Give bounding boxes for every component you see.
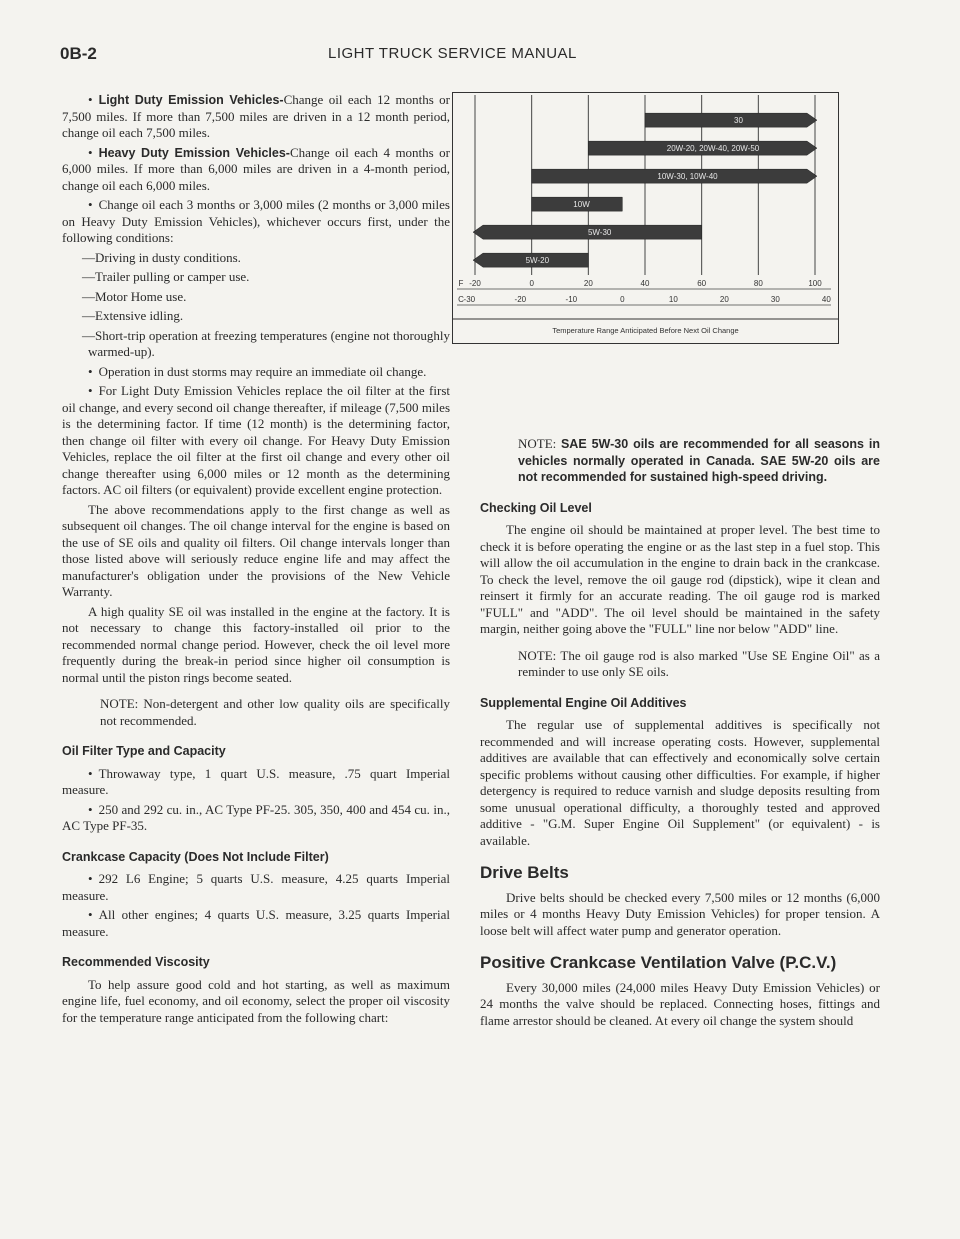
- crankcase-item: • 292 L6 Engine; 5 quarts U.S. measure, 4.25 quarts Imperial measure.: [62, 871, 450, 904]
- f-tick-label: 80: [753, 279, 763, 288]
- condition-item: —Extensive idling.: [82, 308, 184, 323]
- c-tick-label: -20: [514, 295, 527, 304]
- f-tick-label: 40: [640, 279, 650, 288]
- condition-item: —Trailer pulling or camper use.: [82, 269, 250, 284]
- note-canada: NOTE: SAE 5W-30 oils are recommended for all seasons in vehicles normally operated in Canada. SAE 5W-20 oils are not recommended for sustained high-speed driving.: [518, 436, 880, 484]
- right-column: [480, 436, 880, 1032]
- bar-label: 10W: [573, 200, 590, 210]
- heading-pcv: Positive Crankcase Ventilation Valve (P.C.V.): [480, 953, 837, 972]
- note-gauge-rod: NOTE: The oil gauge rod is also marked "Use SE Engine Oil" as a reminder to use only SE oils.: [518, 647, 880, 679]
- f-tick-label: 20: [583, 279, 593, 288]
- condition-item: —Driving in dusty conditions.: [82, 249, 241, 265]
- conditions-intro: • Change oil each 3 months or 3,000 miles (2 months or 3,000 miles on Heavy Duty Emission Vehicles), whichever occurs first, under the following conditions:: [62, 197, 450, 247]
- bar-label: 30: [734, 116, 743, 126]
- page-number: 0B-2: [60, 44, 97, 63]
- x-axis-label: Temperature Range Anticipated Before Next Oil Change: [552, 326, 739, 335]
- viscosity-chart: [452, 92, 839, 344]
- f-tick-label: -20: [469, 279, 481, 288]
- c-tick-label: C: [458, 295, 464, 304]
- additives-paragraph: The regular use of supplemental additives is specifically not recommended and will increase operating costs. However, supplemental additives are available that can effectively and economically solve certain specific problems without causing other difficulties. For example, if higher detergency is required to reduce varnish and sludge deposits resulting from some unusual operational difficulty, a thoroughly tested and approved additive - "G.M. Super Engine Oil Supplement" (or equivalent) - is available.: [480, 717, 880, 848]
- heading-drive-belts: Drive Belts: [480, 863, 569, 882]
- pcv-paragraph: Every 30,000 miles (24,000 miles Heavy Duty Emission Vehicles) or 24 months the valve should be replaced. Connecting hoses, fittings and flame arrestor should be cleaned. At every oil change the system should: [480, 979, 880, 1028]
- dust-storm-paragraph: • Operation in dust storms may require an immediate oil change.: [62, 364, 450, 381]
- viscosity-paragraph: To help assure good cold and hot starting, as well as maximum engine life, fuel economy, and oil economy, select the proper oil viscosity for the temperature range anticipated from the following chart:: [62, 976, 450, 1025]
- viscosity-bar: [645, 113, 817, 127]
- filter-item: • 250 and 292 cu. in., AC Type PF-25. 305, 350, 400 and 454 cu. in., AC Type PF-35.: [62, 802, 450, 835]
- page-header: [60, 44, 900, 68]
- oil-filter-paragraph: • For Light Duty Emission Vehicles replace the oil filter at the first oil change, and every second oil change thereafter, if mileage (7,500 miles is the determining factor. If time (12 month) is the determining factor, then change oil filter with every oil change. For Heavy Duty Emission Vehicles, replace the oil filter at the first oil change and every other oil change thereafter using 6,000 miles or 12 month as the determining factors. AC oil filters (or equivalent) provide excellent engine protection.: [62, 383, 450, 499]
- factory-oil-paragraph: A high quality SE oil was installed in the engine at the factory. It is not necessary to change this factory-installed oil prior to the recommended normal change period. However, check the oil level more frequently during the break-in period since higher oil consumption is normal until the piston rings become seated.: [62, 603, 450, 685]
- viscosity-chart-svg: [453, 93, 838, 343]
- c-tick-label: 0: [620, 295, 625, 304]
- heading-crankcase: Crankcase Capacity (Does Not Include Filter): [62, 849, 329, 864]
- c-tick-label: 20: [719, 295, 729, 304]
- f-tick-label: F: [458, 279, 464, 288]
- condition-item: —Motor Home use.: [82, 288, 187, 304]
- c-tick-label: 40: [821, 295, 831, 304]
- c-tick-label: -10: [565, 295, 578, 304]
- heavy-duty-paragraph: • Heavy Duty Emission Vehicles-Change oil each 4 months or 6,000 miles. If more than 6,000 miles are driven in a 4-month period, change oil each 6,000 miles.: [62, 145, 450, 195]
- bar-label: 5W-30: [587, 228, 612, 238]
- bar-label: 5W-20: [525, 256, 550, 266]
- c-tick-label: -30: [463, 295, 476, 304]
- bar-label: 20W-20, 20W-40, 20W-50: [666, 144, 760, 154]
- bar-label: 10W-30, 10W-40: [657, 172, 718, 182]
- drive-belts-paragraph: Drive belts should be checked every 7,500 miles or 12 months (6,000 miles or 4 months Heavy Duty Emission Vehicles) for proper tension. A loose belt will affect water pump and generator operation.: [480, 889, 880, 938]
- f-tick-label: 0: [529, 279, 534, 288]
- left-column: [62, 92, 450, 1029]
- condition-item: —Short-trip operation at freezing temperatures (engine not thoroughly warmed-up).: [82, 327, 450, 359]
- f-tick-label: 60: [697, 279, 707, 288]
- page-title: LIGHT TRUCK SERVICE MANUAL: [328, 45, 577, 62]
- f-tick-label: 100: [808, 279, 822, 288]
- light-duty-paragraph: • Light Duty Emission Vehicles-Change oil each 12 months or 7,500 miles. If more than 7,500 miles are driven in a 12 month period, change oil each 7,500 miles.: [62, 92, 450, 142]
- heading-oil-filter: Oil Filter Type and Capacity: [62, 744, 226, 758]
- filter-item: • Throwaway type, 1 quart U.S. measure, .75 quart Imperial measure.: [62, 766, 450, 799]
- heading-checking-oil: Checking Oil Level: [480, 500, 592, 515]
- crankcase-item: • All other engines; 4 quarts U.S. measure, 3.25 quarts Imperial measure.: [62, 907, 450, 940]
- heading-additives: Supplemental Engine Oil Additives: [480, 695, 687, 710]
- recommendations-paragraph: The above recommendations apply to the first change as well as subsequent oil changes. The oil change interval for the engine is based on the use of SE oils and quality oil filters. Oil change intervals longer than those listed above will seriously reduce engine life and may affect the manufacturer's obligation under the provisions of the New Vehicle Warranty.: [62, 501, 450, 599]
- note-non-detergent: NOTE: Non-detergent and other low quality oils are specifically not recommended.: [100, 696, 450, 728]
- c-tick-label: 10: [668, 295, 678, 304]
- checking-oil-paragraph: The engine oil should be maintained at proper level. The best time to check it is before operating the engine or as the last step in a fuel stop. This will allow the oil accumulation in the engine to drain back in the crankcase. To check the level, remove the oil gauge rod (dipstick), wipe it clean and reinsert it firmly for an accurate reading. The oil gauge rod is marked "FULL" and "ADD". The oil level should be maintained in the safety margin, neither going above the "FULL" line nor below "ADD" line.: [480, 522, 880, 636]
- heading-viscosity: Recommended Viscosity: [62, 955, 210, 969]
- c-tick-label: 30: [770, 295, 780, 304]
